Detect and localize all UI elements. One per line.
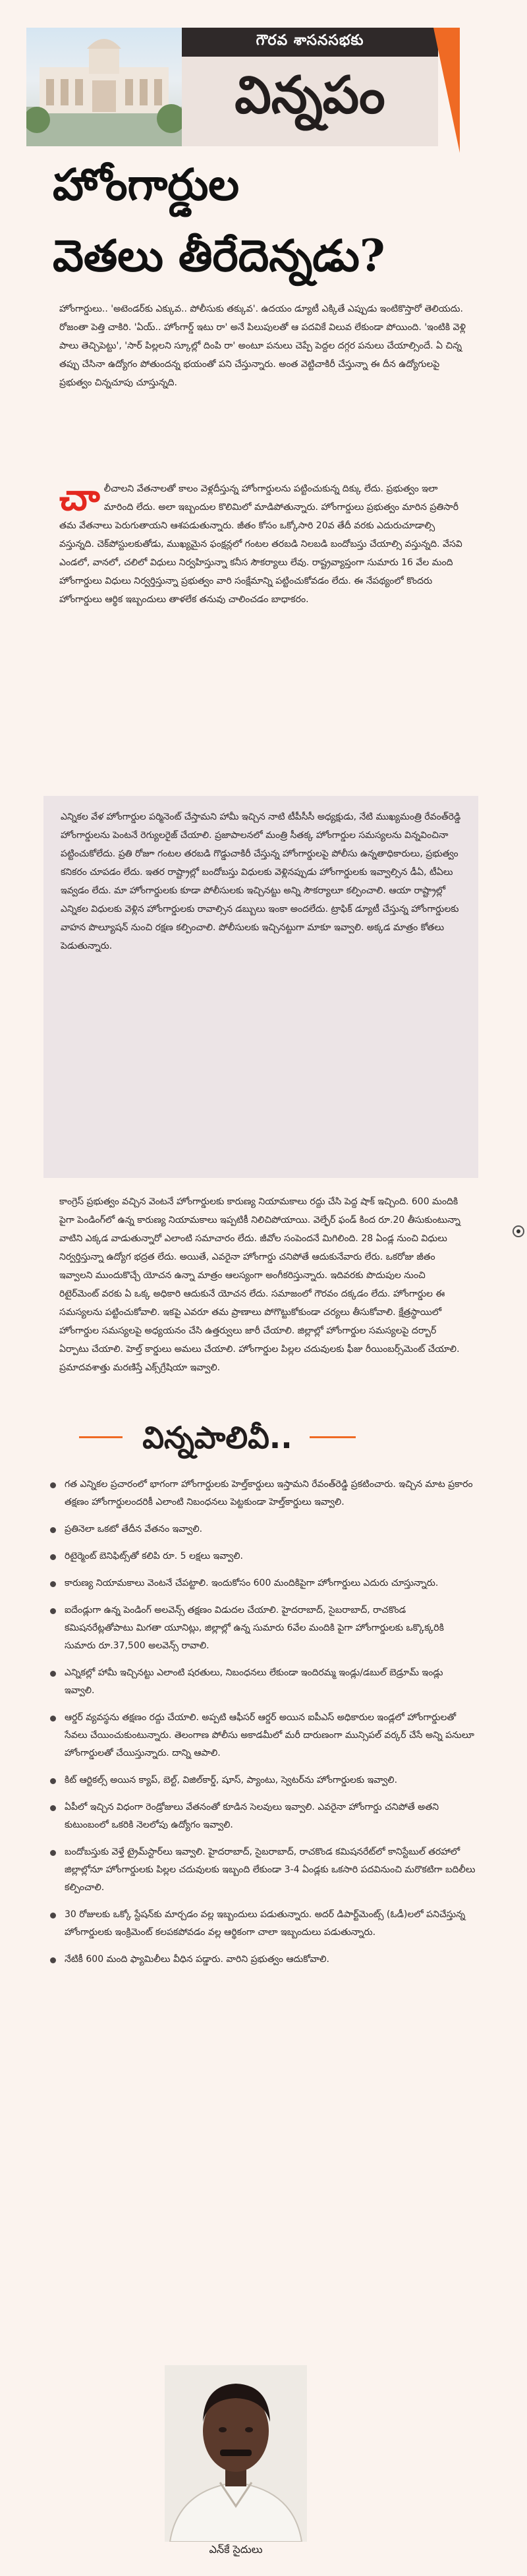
list-item: నేటికీ 600 మంది ఫ్యామిలీలు వీధిన పడ్డారు. వారిని ప్రభుత్వం ఆదుకోవాలి. <box>47 1951 476 1969</box>
person-photo-icon <box>165 2365 307 2542</box>
list-item: కిట్‌ ఆర్టికల్స్‌ అయిన క్యాప్‌, బెల్ట్‌, విజిల్‌కార్డ్‌, షూస్‌, ప్యాంటు, స్వెటర్‌ను హోంగార్డులకు ఇవ్వాలి. <box>47 1772 476 1789</box>
section-rule-right <box>310 1436 356 1438</box>
highlight-box-body <box>43 796 477 955</box>
intro-text: హోంగార్డులు.. 'అటెండర్‌కు ఎక్కువ.. పోలీసుకు తక్కువ'. ఉదయం డ్యూటీ ఎక్కితే ఎప్పుడు ఇంటికొస్తారో తెలియదు. రోజంతా పెత్తి చాకిరి. 'ఏయ్.. హోంగార్డ్‌ ఇటు రా' అనే పిలుపులతో ఆ పదవికే విలువ లేకుండా పోయింది. 'ఇంటికి వెళ్లి పాలు తెచ్చిపెట్టు', 'సార్‌ పిల్లలని స్కూల్లో దింపి రా' అంటూ పనులు చెప్పే పెద్దల దగ్గర పనులు చేయాల్సిందే. ఏ చిన్న తప్పు చేసినా ఉద్యోగం పోతుందన్న భయంతో పని చేస్తున్నారు. అంత వెట్టిచాకిరీ చేస్తున్నా ఈ దీన ఉద్యోగులపై ప్రభుత్వం చిన్నచూపు చూస్తున్నది. <box>59 304 466 388</box>
highlight-box-text: ఎన్నికల వేళ హోంగార్డుల పర్మినెంట్‌ చేస్తామని హామీ ఇచ్చిన నాటి టీపీసీసీ అధ్యక్షుడు, నేటి ముఖ్యమంత్రి రేవంత్‌రెడ్డి హోంగార్డులను పెంటనే రెగ్యులరైజ్‌ చేయాలి. ప్రజాపాలనలో మంత్రి సీతక్క హోంగార్డుల సమస్యలను విన్నవించినా పట్టించుకోలేదు. ప్రతి రోజూ గంటల తరబడి గొడ్డుచాకిరీ చేస్తున్న హోంగార్డులపై పోలీసు ఉన్నతాధికారులు, ప్రభుత్వం కనికరం చూపడం లేదు. ఇతర రాష్ట్రాల్లో బందోబస్తు విధులకు వెళ్లినప్పుడు హోంగార్డులకు ఇవ్వాల్సిన డీఏ, టీఏలు ఇవ్వడం లేదు. మా హోంగార్డులకు కూడా పోలీసులకు ఇచ్చినట్టు అన్ని సౌకర్యాలూ కల్పించాలి. ఆయా రాష్ట్రాల్లో ఎన్నికల విధులకు వెళ్లిన హోంగార్డులకు రావాల్సిన డబ్బులు ఇంకా అందలేదు. ట్రాఫిక్‌ డ్యూటీ చేస్తున్న హోంగార్డులకు వాహన పొల్యూషన్‌ నుంచి రక్షణ కల్పించాలి. పోలీసులకు ఇచ్చినట్టుగా మాకూ ఇవ్వాలి. అక్కడ మాత్రం కోతలు పెడుతున్నారు. <box>61 812 461 951</box>
dropcap: చా <box>59 476 100 519</box>
paragraph-1-text: లీచాలని వేతనాలతో కాలం వెళ్లదీస్తున్న హోంగార్డులను పట్టించుకున్న దిక్కు లేదు. ప్రభుత్వం ఇలా మారింది లేదు. అలా ఇబ్బందుల కొలిమిలో మాడిపోతున్నారు. హోంగార్డులు ప్రభుత్వం మారిన ప్రతిసారీ తమ వేతనాలు పెరుగుతాయని ఆశపడుతున్నారు. జీతం కోసం ఒక్కోసారి 20వ తేదీ వరకు ఎదురుచూడాల్సి వస్తున్నది. చెక్‌పోస్టులకుతోడు, ముఖ్యమైన ఫంక్షన్లలో గంటల తరబడి నిలబడి బందోబస్తు చేయాల్సి వస్తున్నది. వేసవి ఎండలో, వానలో, చలిలో విధులు నిర్వహిస్తున్నా కనీస సౌకర్యాలు లేవు. రాష్ట్రవ్యాప్తంగా సుమారు 16 వేల మంది హోంగార్డులు విధులు నిర్వర్తిస్తున్నా ప్రభుత్వం వారి సంక్షేమాన్ని పట్టించుకోవడం లేదు. ఈ నేపథ్యంలో కొందరు హోంగార్డులు ఆర్థిక ఇబ్బందులు తాళలేక తనువు చాలించడం బాధాకరం. <box>59 484 462 605</box>
demands-list <box>47 1476 476 1978</box>
headline-line-1: హోంగార్డుల <box>53 159 240 210</box>
paragraph-2-text: కాంగ్రెస్‌ ప్రభుత్వం వచ్చిన వెంటనే హోంగార్డులకు కారుణ్య నియామకాలు రద్దు చేసి పెద్ద షాక్‌ ఇచ్చింది. 600 మందికి పైగా పెండింగ్‌లో ఉన్న కారుణ్య నియామకాలు ఇప్పటికీ నిలిచిపోయాయి. వెల్ఫేర్‌ ఫండ్‌ కింద రూ.20 తీసుకుంటున్నా వాటిని ఎక్కడ వాడుతున్నారో ఎలాంటి సమాచారం లేదు. జీవోల సంపెందనే మిగిలింది. 28 ఏండ్ల నుంచి విధులు నిర్వర్తిస్తున్నా ఉద్యోగ భద్రత లేదు. అయితే, ఎవరైనా హోంగార్డు చనిపోతే ఆదుకునేవారు లేరు. ఒకరోజు జీతం ఇవ్వాలని ముందుకొచ్చే యోచన ఉన్నా మాత్రం ఆలస్యంగా అంగీకరిస్తున్నారు. ఇదివరకు పొదుపుల నుంచి రిటైర్‌మెంట్‌ వరకు ఏ ఒక్క అధికారి ఆదుకునే యోచన లేదు. సమాజంలో గౌరవం దక్కడం లేదు. హోంగార్డుల ఈ సమస్యలను పట్టించుకోవాలి. ఇకపై ఎవరూ తమ ప్రాణాలు పోగొట్టుకోకుండా చర్యలు తీసుకోవాలి. క్షేత్రస్థాయిలో హోంగార్డుల సమస్యలపై అధ్యయనం చేసి ఉత్తర్వులు జారీ చేయాలి. జిల్లాల్లో హోంగార్డుల సమస్యలపై దర్బార్‌ ఏర్పాటు చేయాలి. హెల్త్‌ కార్డులు అమలు చేయాలి. హోంగార్డుల పిల్లల చదువులకు ఫీజు రీయింబర్స్‌మెంట్‌ చేయాలి. ప్రమాదవశాత్తు మరణిస్తే ఎక్స్‌గ్రేషియా ఇవ్వాలి. <box>59 1196 460 1373</box>
assembly-building-icon <box>26 28 182 146</box>
list-item: రిటైర్మెంట్‌ బెనిఫిట్స్‌తో కలిపి రూ. 5 లక్షలు ఇవ్వాలి. <box>47 1548 476 1565</box>
list-item: ఎన్నికల్లో హామీ ఇచ్చినట్టు ఎలాంటి షరతులు, నిబంధనలు లేకుండా ఇందిరమ్మ ఇండ్లు/డబుల్‌ బెడ్రూమ్‌ ఇండ్లు ఇవ్వాలి. <box>47 1664 476 1700</box>
list-item: ఆర్డర్‌ వ్యవస్థను తక్షణం రద్దు చేయాలి. అప్పటి ఆఫీసర్‌ ఆర్డర్‌ అయిన ఐపీఎస్‌ అధికారుల ఇండ్లలో హోంగార్డులతో సేవలు చేయించుకుంటున్నారు. తెలంగాణ పోలీసు అకాడమీలో మరీ దారుణంగా మున్సిపల్‌ వర్కర్‌ చేసే అన్ని పనులూ హోంగార్డులతో చేయిస్తున్నారు. దాన్ని ఆపాలి. <box>47 1709 476 1762</box>
list-item: ఏపీలో ఇచ్చిన విధంగా రెండ్రోజులు వేతనంతో కూడిన సెలవులు ఇవ్వాలి. ఎవరైనా హోంగార్డు చనిపోతే అతని కుటుంబంలో ఒకరికి నెలలోపు ఉద్యోగం ఇవ్వాలి. <box>47 1799 476 1834</box>
list-item: ప్రతినెలా ఒకటో తేదీన వేతనం ఇవ్వాలి. <box>47 1521 476 1538</box>
section-rule-left <box>79 1436 123 1438</box>
banner-title-top: గౌరవ శాసనసభకు <box>182 28 438 57</box>
assembly-building-photo <box>26 28 182 146</box>
author-caption: ఎన్‌కే సైదులు <box>209 2543 263 2556</box>
banner <box>26 28 438 146</box>
list-item: గత ఎన్నికల ప్రచారంలో భాగంగా హోంగార్డులకు హెల్త్‌కార్డులు ఇస్తామని రేవంత్‌రెడ్డి ప్రకటించారు. ఇచ్చిన మాట ప్రకారం తక్షణం హోంగార్డులందరికీ ఎలాంటి నిబంధనలు పెట్టకుండా హెల్త్‌కార్డులు ఇవ్వాలి. <box>47 1476 476 1511</box>
banner-accent-triangle <box>433 28 460 153</box>
list-item: ఐదేండ్లుగా ఉన్న పెండింగ్‌ అలవెన్స్‌ తక్షణం విడుదల చేయాలి. హైదరాబాద్‌, సైబరాబాద్‌, రాచకొండ కమిషనరేట్లతోపాటు మిగతా యూనిట్లు, జిల్లాల్లో ఉన్న సుమారు 6వేల మందికి పైగా హోంగార్డులకు ఒక్కొక్కరికి సుమారు రూ.37,500 అలవెన్స్‌ రావాలి. <box>47 1602 476 1655</box>
headline-line-2: వెతలు తీరేదెన్నడు? <box>53 230 385 281</box>
banner-title-main: విన్నపం <box>182 57 438 146</box>
intro-paragraph <box>59 300 468 392</box>
list-item: బందోబస్తుకు వెళ్తే ట్రైమ్‌స్టార్‌లు ఇవ్వాలి. హైదరాబాద్‌, సైబరాబాద్‌, రాచకొండ కమిషనరేట్‌లో కానిస్టేబుల్‌ తరహాలో జిల్లాల్లోనూ హోంగార్డులకు పిల్లల చదువులకు ఇబ్బంది లేకుండా 3-4 ఏండ్లకు ఒకసారి పదవినుంచి మరొకటిగా బదిలీలు కల్పించాలి. <box>47 1843 476 1897</box>
highlight-box <box>43 796 478 1178</box>
author-portrait <box>165 2365 307 2542</box>
paragraph-1 <box>59 476 468 609</box>
registration-mark-icon <box>513 1225 524 1237</box>
list-item: కారుణ్య నియామకాలు వెంటనే చేపట్టాలి. ఇందుకోసం 600 మందికిపైగా హోంగార్డులు ఎదురు చూస్తున్నారు. <box>47 1575 476 1592</box>
section-heading <box>79 1414 356 1461</box>
section-title: విన్నపాలివీ.. <box>142 1420 292 1455</box>
paragraph-2 <box>59 1192 468 1377</box>
list-item: 30 రోజులకు ఒక్కో స్టేషన్‌కు మార్చడం వల్ల ఇబ్బందులు పడుతున్నారు. అదర్‌ డిపార్ట్‌మెంట్స్‌ (ఓడీ)లలో పనిచేస్తున్న హోంగార్డులకు ఇంక్రిమెంట్‌ కలపకపోవడం వల్ల ఆర్థికంగా చాలా ఇబ్బందులు పడుతున్నారు. <box>47 1906 476 1942</box>
